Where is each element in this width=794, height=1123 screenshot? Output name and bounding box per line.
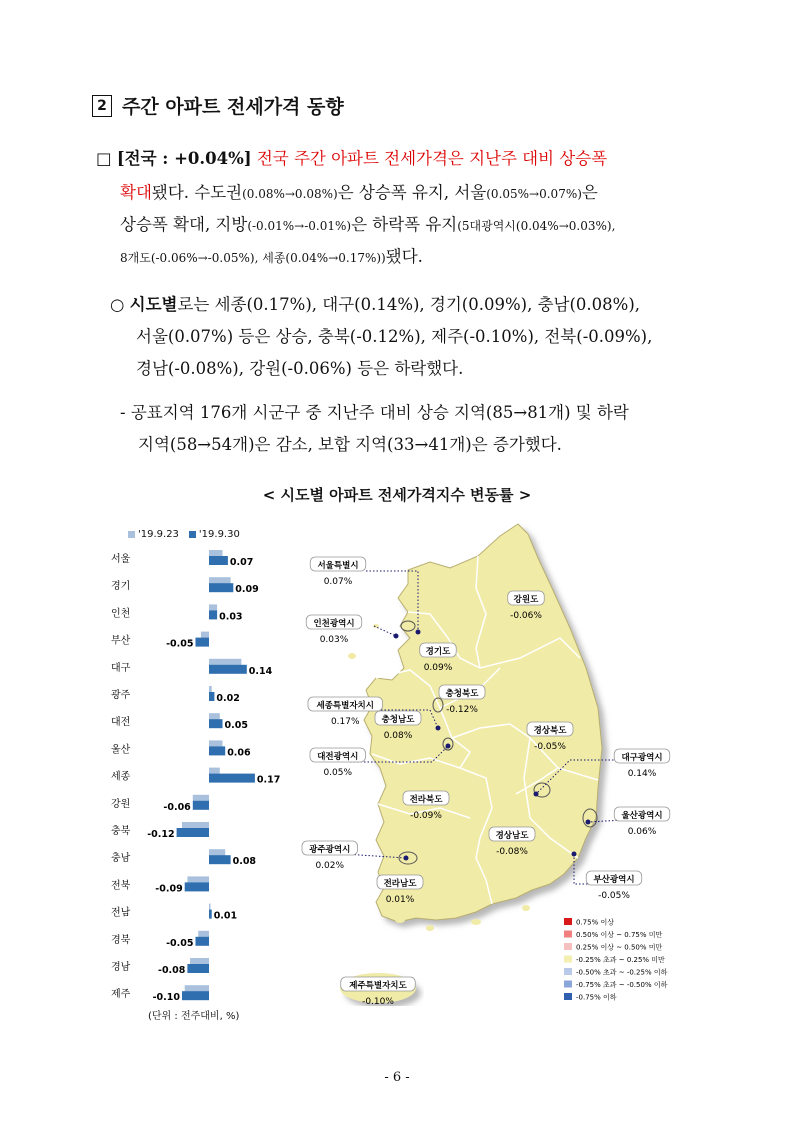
bar-curr	[209, 855, 231, 864]
region-value: 0.01%	[385, 895, 415, 905]
region-value: -0.06%	[510, 611, 542, 621]
bar-value-label: 0.01	[213, 910, 238, 922]
bar-curr	[185, 882, 209, 891]
region-name: 세종특별자치시	[316, 701, 374, 711]
summary-text: 됐다.	[385, 247, 423, 266]
region-name: 광주광역시	[309, 845, 351, 855]
region-label	[310, 748, 366, 778]
region-value: 0.07%	[323, 577, 353, 587]
region-name: 충청남도	[381, 715, 415, 725]
bar-value-label: -0.10	[152, 992, 180, 1004]
summary-small: (-0.01%→-0.01%)	[247, 219, 352, 233]
legend-swatch	[564, 931, 572, 938]
bar-prev	[209, 713, 220, 720]
legend-label: -0.25% 초과 ~ 0.25% 미만	[576, 956, 665, 964]
region-name: 대전광역시	[317, 752, 359, 762]
bullet-text: 로는 세종(0.17%), 대구(0.14%), 경기(0.09%), 충남(0.08%),	[177, 295, 640, 314]
bar-value-label: 0.05	[224, 720, 248, 732]
bar-curr	[196, 638, 210, 647]
bar-prev	[185, 985, 209, 992]
region-label	[302, 841, 358, 871]
summary-text: 은 하락폭 유지	[351, 215, 458, 234]
region-name: 인천광역시	[313, 619, 355, 629]
bar-curr	[209, 665, 247, 674]
legend-swatch	[564, 943, 572, 950]
legend-label: -0.75% 초과 ~ -0.50% 이하	[576, 981, 668, 989]
region-name: 전라남도	[383, 879, 417, 889]
summary-small: (5대광역시(0.04%→0.03%),	[457, 219, 616, 233]
bar-value-label: -0.06	[163, 801, 191, 813]
bullet-line-2: 서울(0.07%) 등은 상승, 충북(-0.12%), 제주(-0.10%), 전북(-0.09%),	[136, 327, 653, 346]
region-label	[310, 557, 366, 587]
unit-note: (단위 : 전주대비, %)	[148, 1011, 240, 1022]
bar-prev	[209, 577, 231, 584]
bar-value-label: 0.08	[232, 856, 257, 868]
summary-text: 은	[581, 183, 598, 202]
legend-prev	[128, 529, 179, 540]
region-value: 0.08%	[383, 731, 413, 741]
category-label: 충남	[111, 853, 131, 865]
region-name: 전라북도	[409, 795, 443, 805]
region-value: -0.05%	[598, 891, 630, 901]
bar-prev	[209, 849, 225, 856]
bar-curr	[187, 964, 209, 973]
legend-label: -0.75% 이하	[576, 993, 617, 1002]
region-value: -0.12%	[446, 705, 478, 715]
bullet-line-3: 경남(-0.08%), 강원(-0.06%) 등은 하락했다.	[136, 359, 464, 378]
bar-prev	[193, 795, 209, 802]
legend-swatch	[564, 918, 572, 925]
island-shape	[426, 925, 434, 931]
bar-prev	[201, 632, 209, 639]
summary-text: 상승폭 확대, 지방	[120, 215, 248, 234]
legend-swatch	[564, 956, 572, 963]
bar-value-label: -0.05	[166, 937, 194, 949]
category-label: 세종	[111, 771, 131, 783]
legend-curr-label: '19.9.30	[198, 529, 240, 540]
region-name: 강원도	[513, 595, 539, 605]
bar-value-label: 0.09	[235, 584, 259, 596]
bar-value-label: -0.12	[147, 829, 175, 840]
region-value: 0.06%	[627, 827, 657, 837]
summary-text: 됐다. 수도권	[151, 183, 243, 202]
summary-highlight: 전국 주간 아파트 전세가격은 지난주 대비 상승폭	[256, 149, 608, 168]
region-value: -0.10%	[362, 997, 394, 1007]
region-label	[586, 871, 642, 901]
category-label: 대전	[111, 717, 131, 729]
bar-curr	[209, 774, 255, 783]
bar-value-label: -0.05	[166, 638, 194, 650]
sub-line-2: 지역(58→54개)은 감소, 보합 지역(33→41개)은 증가했다.	[138, 435, 562, 454]
bar-curr	[177, 828, 209, 837]
region-label	[306, 615, 362, 645]
category-label: 대구	[111, 662, 131, 674]
checkbox-glyph: □	[96, 149, 112, 168]
category-label: 부산	[111, 635, 131, 647]
bar-curr	[209, 746, 225, 755]
category-label: 강원	[111, 798, 131, 810]
category-label: 경기	[111, 581, 131, 593]
legend-label: 0.25% 이상 ~ 0.50% 미만	[576, 943, 663, 952]
legend-swatch	[564, 981, 572, 988]
bar-prev	[182, 822, 209, 829]
bar-curr	[196, 937, 210, 946]
region-name: 경상북도	[533, 726, 567, 736]
bar-curr	[209, 610, 217, 619]
summary-small: (0.05%→0.07%)	[486, 187, 582, 201]
bar-value-label: 0.07	[229, 557, 254, 568]
bar-curr	[182, 991, 209, 1000]
island-shape	[348, 653, 356, 659]
summary-line-3	[120, 208, 720, 243]
bar-chart	[105, 544, 285, 1009]
sub-line-1: - 공표지역 176개 시군구 중 지난주 대비 상승 지역(85→81개) 및 하락	[120, 403, 629, 422]
category-label: 인천	[111, 608, 131, 620]
bar-prev	[209, 768, 220, 775]
category-label: 광주	[111, 690, 131, 701]
region-value: -0.08%	[496, 847, 528, 857]
region-value: 0.09%	[423, 663, 453, 673]
island-shape	[471, 919, 481, 925]
legend-curr	[189, 529, 240, 540]
section-number: 2	[92, 95, 112, 117]
chart-legend	[128, 529, 240, 540]
region-name: 부산광역시	[593, 875, 635, 885]
bar-value-label: 0.14	[248, 665, 273, 677]
chart-title: < 시도별 아파트 전세가격지수 변동률 >	[262, 486, 532, 504]
region-value: 0.02%	[315, 861, 345, 871]
summary-line-4	[120, 240, 720, 275]
region-name: 울산광역시	[621, 811, 663, 821]
region-name: 대구광역시	[621, 753, 663, 763]
summary-small: 8개도(-0.06%→-0.05%), 세종(0.04%→0.17%))	[120, 251, 386, 265]
bar-prev	[209, 904, 211, 911]
summary-line-1	[96, 142, 706, 176]
bar-prev	[209, 740, 223, 747]
summary-text: 은 상승폭 유지, 서울	[337, 183, 487, 202]
region-value: 0.17%	[330, 717, 360, 727]
region-value: -0.05%	[534, 742, 566, 752]
bar-prev	[209, 659, 241, 666]
island-shape	[395, 917, 405, 923]
bar-prev	[187, 876, 209, 883]
bar-curr	[209, 556, 228, 565]
legend-label: 0.75% 이상	[576, 918, 614, 927]
legend-prev-label: '19.9.23	[138, 529, 179, 540]
region-name: 서울특별시	[317, 561, 359, 571]
category-label: 울산	[111, 744, 131, 756]
region-label	[614, 749, 670, 779]
island-shape	[522, 905, 530, 911]
category-label: 경남	[111, 962, 131, 973]
bar-prev	[198, 931, 209, 938]
region-name: 경상남도	[495, 831, 529, 841]
summary-highlight-word: 확대	[120, 183, 152, 202]
bullet-bold: 시도별	[129, 295, 178, 314]
bar-prev	[209, 686, 212, 693]
summary-line-2	[120, 176, 720, 211]
region-name: 제주특별자치도	[349, 981, 407, 991]
bar-value-label: 0.02	[216, 693, 240, 704]
bar-curr	[209, 910, 212, 919]
category-label: 전남	[111, 907, 131, 919]
bar-value-label: 0.03	[219, 611, 243, 623]
national-tag: [전국 : +0.04%]	[116, 149, 252, 168]
bar-value-label: 0.06	[227, 747, 251, 759]
bar-value-label: -0.08	[158, 965, 186, 976]
bar-curr	[193, 801, 209, 810]
region-value: -0.09%	[410, 811, 442, 821]
summary-small: (0.08%→0.08%)	[242, 187, 338, 201]
bar-value-label: 0.17	[256, 774, 281, 786]
bar-prev	[209, 604, 217, 611]
bar-curr	[209, 692, 214, 701]
section-title: 주간 아파트 전세가격 동향	[122, 96, 344, 118]
category-label: 경북	[111, 934, 131, 946]
legend-label: -0.50% 초과 ~ -0.25% 이하	[576, 968, 668, 977]
region-name: 경기도	[425, 647, 451, 657]
bar-prev	[209, 550, 223, 557]
region-value: 0.05%	[323, 768, 353, 778]
bar-value-label: -0.09	[155, 883, 183, 895]
page-number: - 6 -	[384, 1070, 410, 1085]
bar-curr	[209, 583, 233, 592]
region-name: 충청북도	[445, 689, 479, 699]
bullet-glyph: ○	[110, 295, 125, 314]
bar-prev	[190, 958, 209, 965]
legend-swatch	[564, 993, 572, 1000]
bullet-line-1	[110, 288, 720, 322]
category-label: 서울	[111, 554, 131, 565]
map-legend	[564, 918, 668, 1002]
section-heading	[92, 92, 344, 119]
region-label	[614, 807, 670, 837]
korea-map	[280, 518, 710, 1023]
bar-curr	[209, 719, 223, 728]
category-label: 충북	[111, 826, 131, 837]
region-value: 0.14%	[627, 769, 657, 779]
category-label: 전북	[111, 880, 131, 892]
region-value: 0.03%	[319, 635, 349, 645]
legend-swatch	[564, 968, 572, 975]
category-label: 제주	[111, 989, 131, 1001]
legend-label: 0.50% 이상 ~ 0.75% 미만	[576, 931, 663, 939]
